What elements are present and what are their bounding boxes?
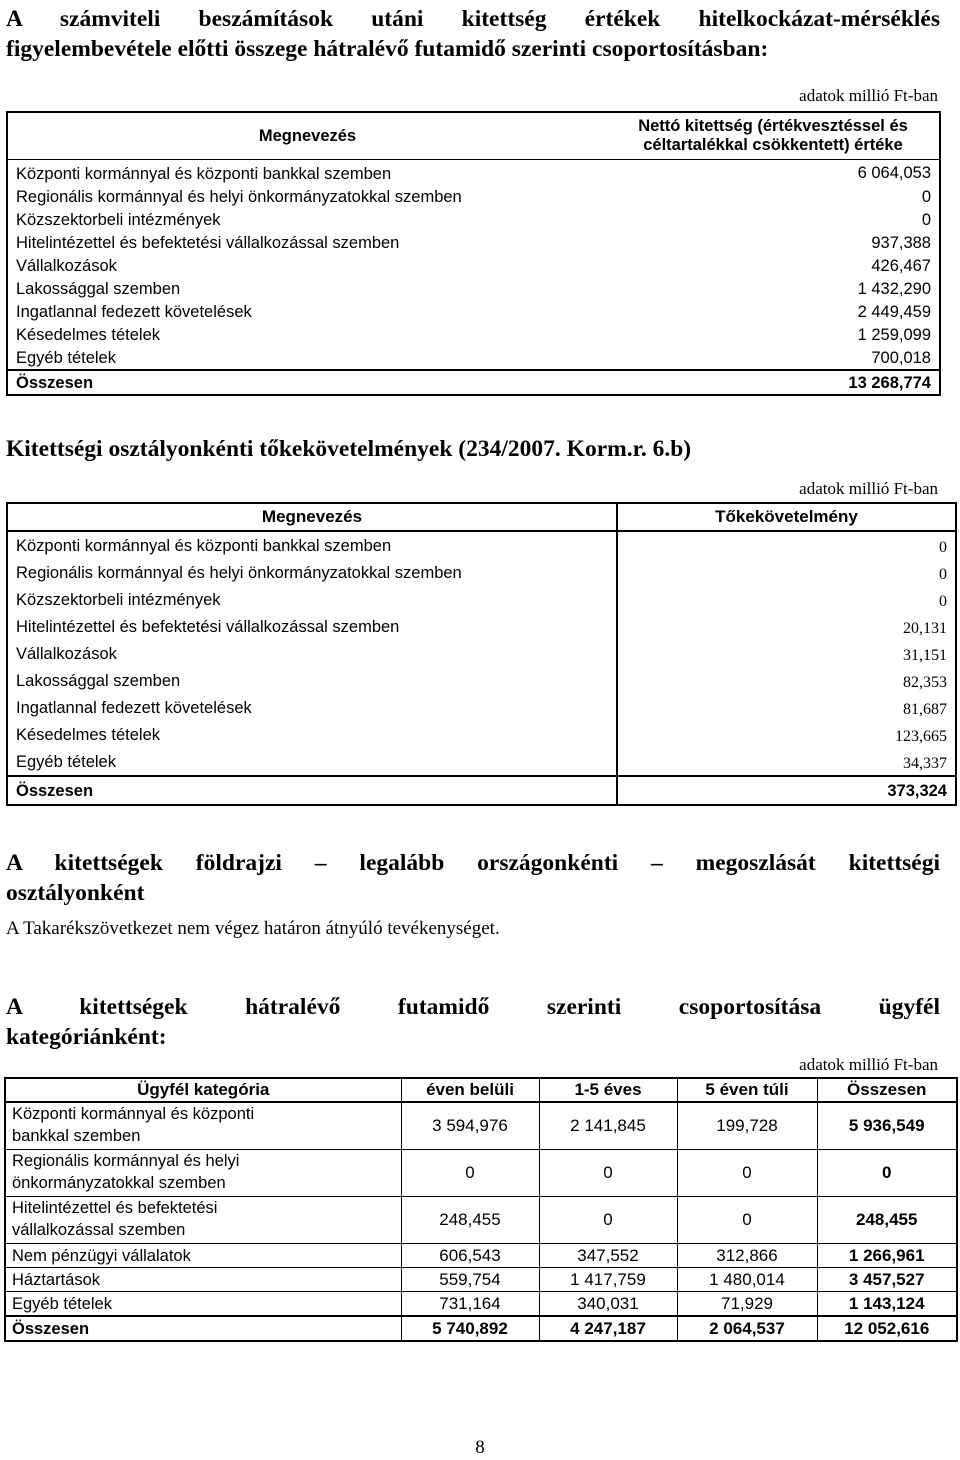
net-exposure-table (6, 111, 941, 396)
col-header-1-5-years: 1-5 éves (539, 1078, 677, 1102)
table-row (7, 613, 956, 640)
table-row (5, 1150, 957, 1197)
category-line-2: bankkal szemben (12, 1127, 141, 1145)
category-line-1: Hitelintézettel és befektetési (12, 1199, 218, 1217)
col-header-net-exposure (607, 112, 940, 160)
page-number: 8 (475, 1437, 485, 1458)
cell-over-5-years: 0 (677, 1197, 817, 1244)
table-row (5, 1292, 957, 1317)
table-row (7, 160, 940, 186)
row-value: 0 (617, 559, 956, 586)
table-row (7, 346, 940, 370)
total-1-5-years: 4 247,187 (539, 1316, 677, 1341)
cell-row-total: 0 (817, 1150, 957, 1197)
row-value: 82,353 (617, 667, 956, 694)
table-row (7, 640, 956, 667)
cell-1-5-years: 0 (539, 1197, 677, 1244)
row-value: 2 449,459 (857, 302, 931, 321)
row-name: Regionális kormánnyal és helyi önkormányzatokkal szemben (16, 187, 462, 206)
row-name: Közszektorbeli intézmények (16, 210, 221, 229)
row-value: 426,467 (871, 256, 931, 275)
category-line-1: Központi kormánnyal és központi (12, 1105, 255, 1123)
row-client-category (5, 1292, 401, 1317)
row-name: Vállalkozások (16, 256, 117, 275)
heading-capital-requirements: Kitettségi osztályonkénti tőkekövetelmények (234/2007. Korm.r. 6.b) (6, 436, 692, 462)
row-client-category (5, 1268, 401, 1292)
row-name: Vállalkozások (7, 640, 617, 667)
row-name: Központi kormánnyal és központi bankkal szemben (7, 531, 617, 559)
cell-within-year: 3 594,976 (401, 1102, 539, 1150)
table-total-row (7, 370, 940, 395)
unit-label-2: adatok millió Ft-ban (799, 479, 938, 498)
row-name: Késedelmes tételek (16, 325, 160, 344)
table-row (7, 748, 956, 776)
table-total-row (5, 1316, 957, 1341)
cell-within-year: 248,455 (401, 1197, 539, 1244)
table-row (7, 208, 940, 231)
table-row (7, 231, 940, 254)
row-value: 0 (617, 531, 956, 559)
table-row (7, 254, 940, 277)
row-name: Hitelintézettel és befektetési vállalkozással szemben (7, 613, 617, 640)
cell-within-year: 731,164 (401, 1292, 539, 1317)
row-value: 6 064,053 (857, 163, 931, 182)
col-header-total: Összesen (817, 1078, 957, 1102)
unit-label-1: adatok millió Ft-ban (799, 86, 938, 105)
cell-1-5-years: 340,031 (539, 1292, 677, 1317)
category-line-2: vállalkozással szemben (12, 1221, 186, 1239)
cell-over-5-years: 199,728 (677, 1102, 817, 1150)
heading-maturity-by-client (6, 992, 940, 1052)
capital-requirement-table (6, 502, 957, 806)
table-row (7, 185, 940, 208)
cell-1-5-years: 347,552 (539, 1244, 677, 1268)
row-name: Központi kormánnyal és központi bankkal szemben (16, 164, 392, 183)
total-label: Összesen (7, 776, 617, 805)
cell-over-5-years: 0 (677, 1150, 817, 1197)
heading-exposure-by-maturity (6, 4, 940, 64)
row-name: Késedelmes tételek (7, 721, 617, 748)
table-row (7, 667, 956, 694)
table-row (7, 721, 956, 748)
table-row (7, 559, 956, 586)
table-row (7, 277, 940, 300)
row-value: 0 (921, 187, 931, 206)
table-row (7, 323, 940, 346)
row-value: 31,151 (617, 640, 956, 667)
row-value: 0 (921, 210, 931, 229)
table-header-row (7, 503, 956, 531)
table-row (5, 1102, 957, 1150)
row-value: 34,337 (617, 748, 956, 776)
total-label: Összesen (5, 1316, 401, 1341)
col-header-over-5-years: 5 éven túli (677, 1078, 817, 1102)
table-row (7, 586, 956, 613)
heading-line-2: figyelembevétele előtti összege hátralévő futamidő szerinti csoportosításban: (6, 36, 769, 62)
cell-row-total: 248,455 (817, 1197, 957, 1244)
heading-line-2: kategóriánként: (6, 1024, 167, 1050)
total-over-5-years: 2 064,537 (677, 1316, 817, 1341)
col-header-line-2: céltartalékkal csökkentett) értéke (643, 136, 903, 154)
table-row (5, 1197, 957, 1244)
row-value: 20,131 (617, 613, 956, 640)
total-value: 13 268,774 (607, 370, 940, 395)
row-name: Egyéb tételek (16, 348, 116, 367)
row-value: 700,018 (871, 348, 931, 367)
category-line-1: Egyéb tételek (12, 1294, 112, 1313)
category-line-1: Regionális kormánnyal és helyi (12, 1152, 240, 1170)
cell-over-5-years: 1 480,014 (677, 1268, 817, 1292)
heading-line-1: A kitettségek hátralévő futamidő szerinti csoportosítása ügyfél (6, 994, 940, 1020)
row-name: Ingatlannal fedezett követelések (16, 302, 252, 321)
row-client-category (5, 1197, 401, 1244)
cell-1-5-years: 1 417,759 (539, 1268, 677, 1292)
col-header-name: Megnevezés (7, 112, 607, 160)
total-within-year: 5 740,892 (401, 1316, 539, 1341)
row-value: 81,687 (617, 694, 956, 721)
heading-geographic-distribution (6, 848, 940, 908)
row-value: 1 432,290 (857, 279, 931, 298)
row-value: 0 (617, 586, 956, 613)
total-label: Összesen (7, 370, 607, 395)
cell-within-year: 606,543 (401, 1244, 539, 1268)
category-line-2: önkormányzatokkal szemben (12, 1174, 226, 1192)
cross-border-note: A Takarékszövetkezet nem végez határon átnyúló tevékenységet. (6, 918, 500, 939)
cell-over-5-years: 312,866 (677, 1244, 817, 1268)
row-name: Közszektorbeli intézmények (7, 586, 617, 613)
cell-over-5-years: 71,929 (677, 1292, 817, 1317)
table-row (7, 531, 956, 559)
table-header-row (7, 112, 940, 160)
cell-row-total: 3 457,527 (817, 1268, 957, 1292)
cell-row-total: 1 143,124 (817, 1292, 957, 1317)
row-name: Regionális kormánnyal és helyi önkormányzatokkal szemben (7, 559, 617, 586)
row-name: Ingatlannal fedezett követelések (7, 694, 617, 721)
table-total-row (7, 776, 956, 805)
col-header-within-year: éven belüli (401, 1078, 539, 1102)
row-name: Egyéb tételek (7, 748, 617, 776)
table-row (7, 694, 956, 721)
heading-line-1: A kitettségek földrajzi – legalább országonkénti – megoszlását kitettségi (6, 850, 940, 876)
maturity-client-table (4, 1077, 958, 1342)
heading-line-1: A számviteli beszámítások utáni kitettség értékek hitelkockázat-mérséklés (6, 6, 940, 32)
row-value: 1 259,099 (857, 325, 931, 344)
cell-row-total: 1 266,961 (817, 1244, 957, 1268)
cell-1-5-years: 2 141,845 (539, 1102, 677, 1150)
total-value: 373,324 (617, 776, 956, 805)
row-client-category (5, 1150, 401, 1197)
row-value: 937,388 (871, 233, 931, 252)
category-line-1: Háztartások (12, 1270, 101, 1289)
cell-within-year: 0 (401, 1150, 539, 1197)
table-row (5, 1268, 957, 1292)
table-row (7, 300, 940, 323)
total-grand: 12 052,616 (817, 1316, 957, 1341)
row-name: Lakossággal szemben (7, 667, 617, 694)
cell-within-year: 559,754 (401, 1268, 539, 1292)
col-header-name: Megnevezés (7, 503, 617, 531)
row-name: Lakossággal szemben (16, 279, 181, 298)
row-client-category (5, 1244, 401, 1268)
col-header-client-category: Ügyfél kategória (5, 1078, 401, 1102)
category-line-1: Nem pénzügyi vállalatok (12, 1246, 191, 1265)
cell-row-total: 5 936,549 (817, 1102, 957, 1150)
table-row (5, 1244, 957, 1268)
table-header-row (5, 1078, 957, 1102)
col-header-capital-requirement: Tőkekövetelmény (617, 503, 956, 531)
row-value: 123,665 (617, 721, 956, 748)
heading-line-2: osztályonként (6, 880, 145, 906)
row-client-category (5, 1102, 401, 1150)
cell-1-5-years: 0 (539, 1150, 677, 1197)
unit-label-3: adatok millió Ft-ban (799, 1055, 938, 1074)
col-header-line-1: Nettó kitettség (értékvesztéssel és (638, 117, 908, 135)
row-name: Hitelintézettel és befektetési vállalkozással szemben (16, 233, 400, 252)
